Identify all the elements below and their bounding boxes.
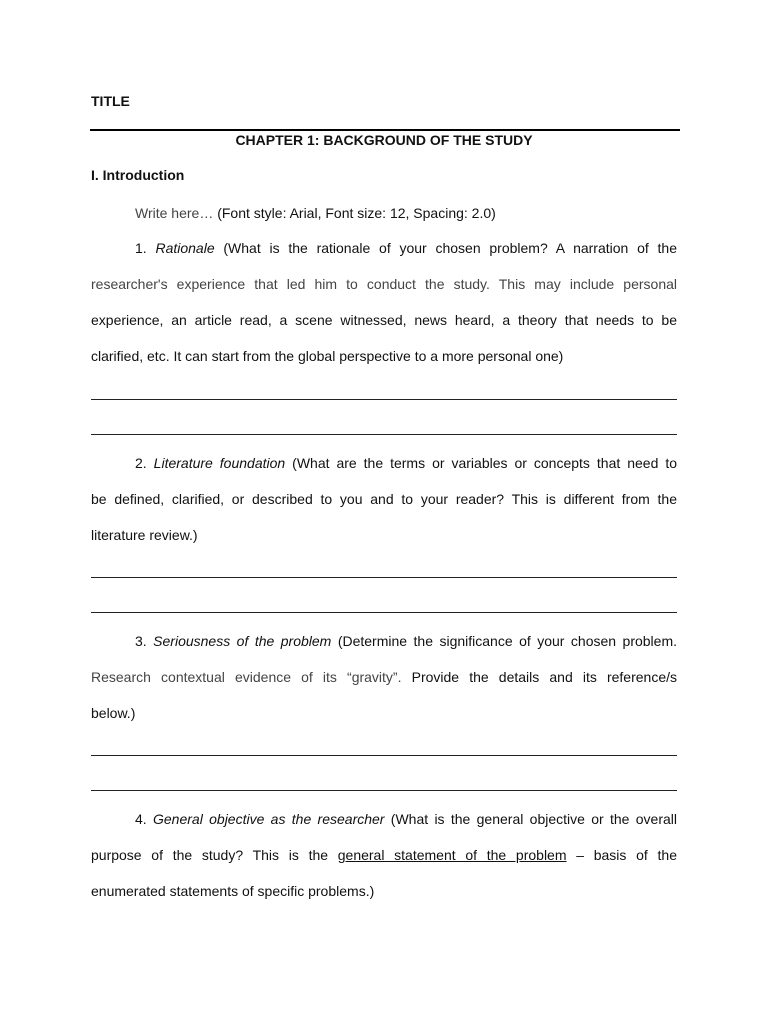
seriousness-number: 3.	[135, 633, 147, 649]
seriousness-label: Seriousness of the problem	[153, 633, 332, 649]
objective-text-part-1: purpose of the study? This is the	[91, 847, 338, 863]
chapter-heading: CHAPTER 1: BACKGROUND OF THE STUDY	[235, 132, 533, 148]
document-title: TITLE	[91, 93, 130, 109]
write-here-placeholder[interactable]: Write here…	[135, 205, 214, 221]
seriousness-text-part-1: Research contextual evidence of its “gravity”.	[91, 669, 402, 685]
objective-line-2	[91, 846, 677, 864]
objective-line-3: enumerated statements of specific problems.)	[91, 883, 375, 899]
seriousness-answer-blank-2[interactable]	[91, 789, 677, 791]
rationale-line-3: experience, an article read, a scene witnessed, news heard, a theory that needs to be	[91, 312, 677, 328]
rationale-number: 1.	[135, 240, 147, 256]
literature-line-2: be defined, clarified, or described to you and to your reader? This is different from the	[91, 491, 677, 507]
write-here-line	[135, 204, 677, 222]
title-divider	[90, 129, 680, 131]
literature-answer-blank-2[interactable]	[91, 611, 677, 613]
rationale-label: Rationale	[155, 240, 215, 256]
objective-label: General objective as the researcher	[153, 811, 385, 827]
literature-label: Literature foundation	[153, 455, 286, 471]
literature-line-1	[135, 454, 677, 472]
objective-text-part-2: – basis of the	[566, 847, 677, 863]
rationale-answer-blank-1[interactable]	[91, 398, 677, 400]
rationale-line-2: researcher's experience that led him to conduct the study. This may include personal	[91, 276, 677, 292]
format-note: (Font style: Arial, Font size: 12, Spacing: 2.0)	[213, 205, 496, 221]
general-statement-link: general statement of the problem	[337, 847, 567, 863]
section-heading: I. Introduction	[91, 167, 185, 183]
seriousness-line-2	[91, 668, 677, 686]
seriousness-line-1	[135, 632, 677, 650]
rationale-line-4: clarified, etc. It can start from the global perspective to a more personal one)	[91, 348, 564, 364]
seriousness-line-3: below.)	[91, 705, 136, 721]
literature-number: 2.	[135, 455, 147, 471]
rationale-text: (What is the rationale of your chosen problem? A narration of the	[214, 240, 677, 256]
rationale-line-1	[135, 239, 677, 257]
seriousness-answer-blank-1[interactable]	[91, 754, 677, 756]
literature-text: (What are the terms or variables or concepts that need to	[285, 455, 678, 471]
objective-number: 4.	[135, 811, 147, 827]
rationale-answer-blank-2[interactable]	[91, 433, 677, 435]
seriousness-text: (Determine the significance of your chosen problem.	[331, 633, 678, 649]
seriousness-text-part-2: Provide the details and its reference/s	[401, 669, 677, 685]
literature-answer-blank-1[interactable]	[91, 576, 677, 578]
objective-text: (What is the general objective or the overall	[384, 811, 677, 827]
literature-line-3: literature review.)	[91, 527, 198, 543]
objective-line-1	[135, 810, 677, 828]
